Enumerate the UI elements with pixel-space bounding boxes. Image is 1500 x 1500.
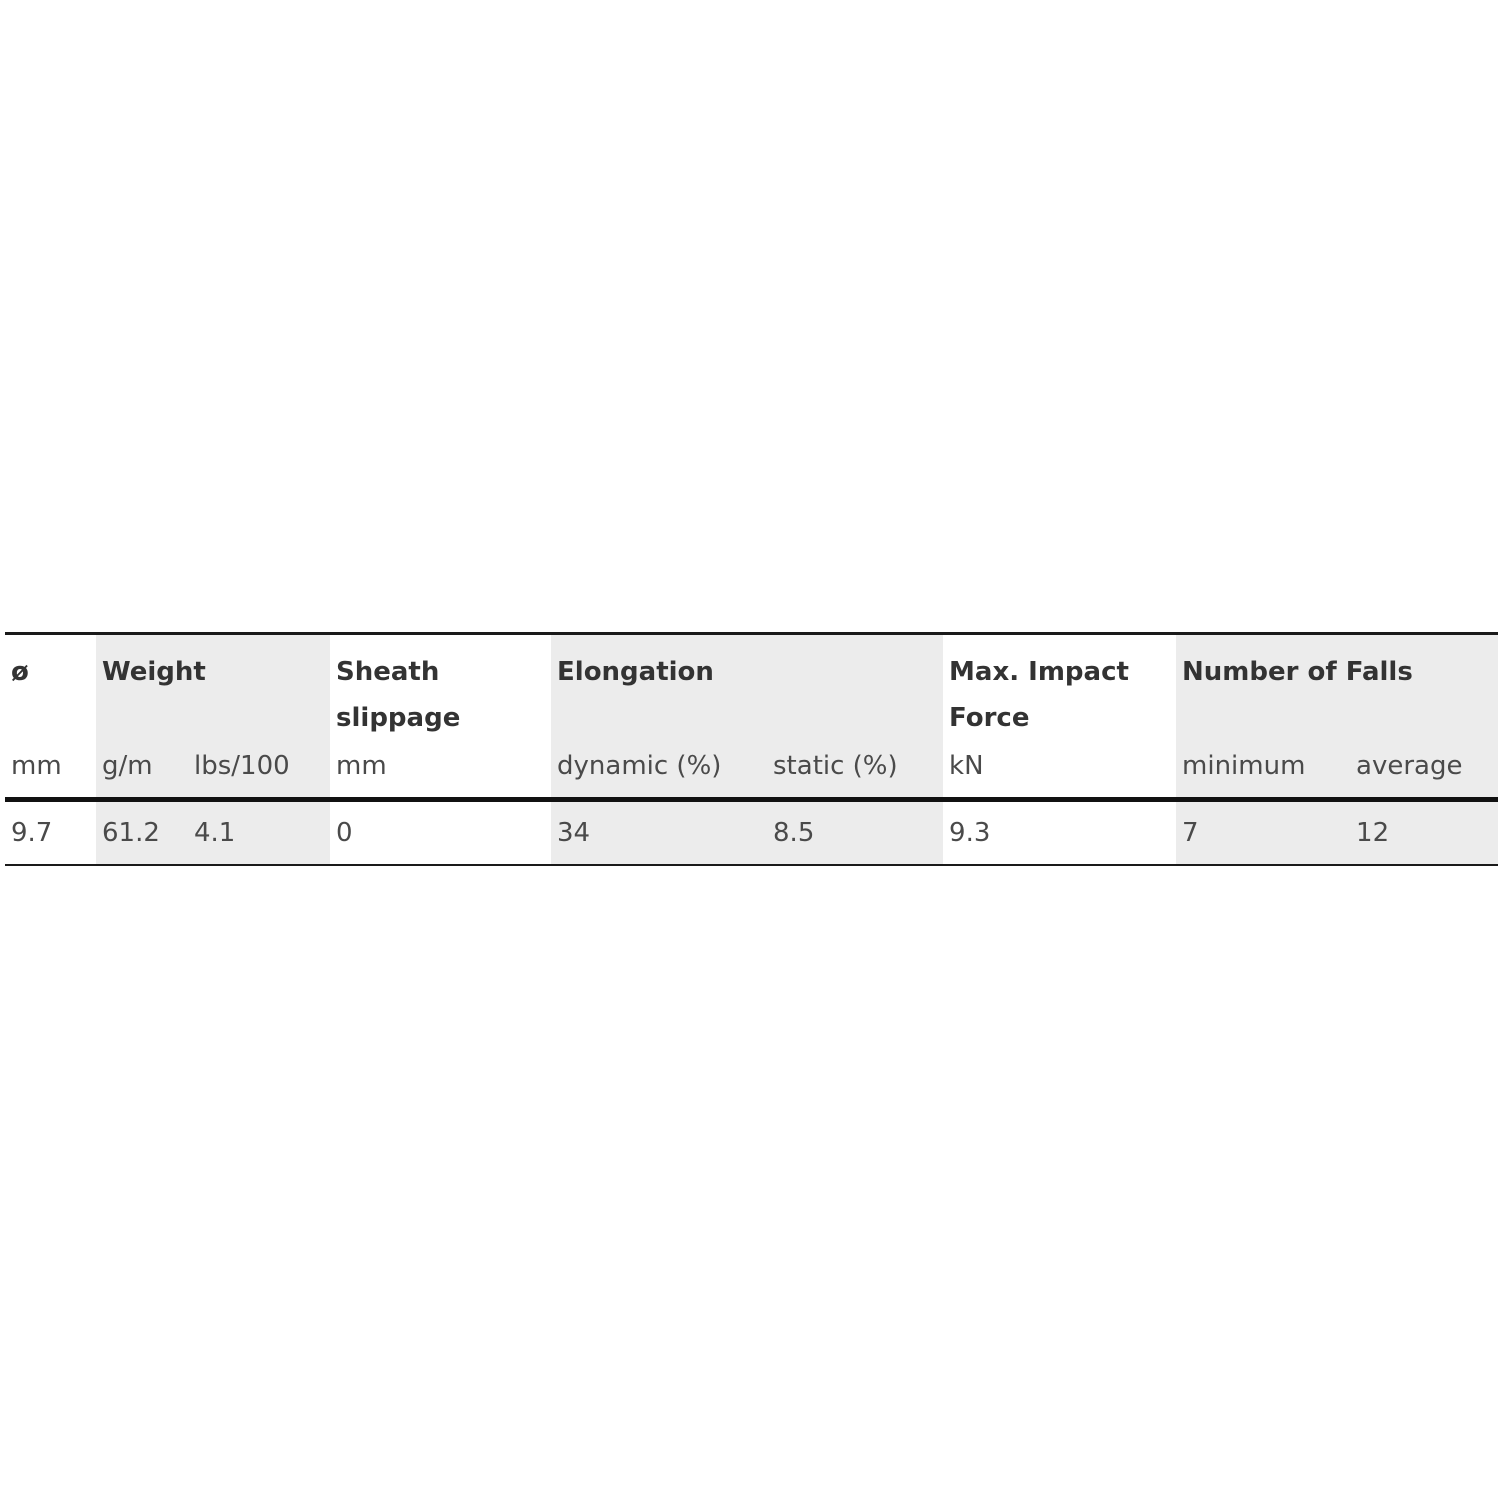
header-elongation: Elongation [551,634,943,746]
unit-weight-gm: g/m [96,746,188,800]
unit-max-impact-force: kN [943,746,1176,800]
unit-row [5,746,1498,800]
header-diameter: ø [11,657,29,687]
rope-spec-table [5,632,1498,866]
unit-falls-minimum: minimum [1176,746,1350,800]
unit-falls-average: average [1350,746,1498,800]
cell-weight-lbs: 4.1 [188,800,330,866]
header-weight: Weight [96,634,330,746]
cell-diameter: 9.7 [11,818,53,848]
unit-weight-lbs: lbs/100 [188,746,330,800]
header-row [5,634,1498,746]
header-number-of-falls: Number of Falls [1176,634,1498,746]
cell-falls-minimum: 7 [1176,800,1350,866]
cell-max-impact-force: 9.3 [949,818,991,848]
unit-elongation-static: static (%) [767,746,943,800]
header-max-impact-force: Max. Impact Force [949,657,1129,733]
cell-sheath-slippage: 0 [336,818,353,848]
header-sheath-slippage: Sheath slippage [336,657,461,733]
cell-weight-gm: 61.2 [96,800,188,866]
unit-elongation-dynamic: dynamic (%) [551,746,767,800]
unit-sheath-slippage: mm [330,746,551,800]
cell-elongation-static: 8.5 [767,800,943,866]
cell-elongation-dynamic: 34 [551,800,767,866]
unit-diameter: mm [5,746,96,800]
cell-falls-average: 12 [1350,800,1498,866]
table-row [5,800,1498,866]
